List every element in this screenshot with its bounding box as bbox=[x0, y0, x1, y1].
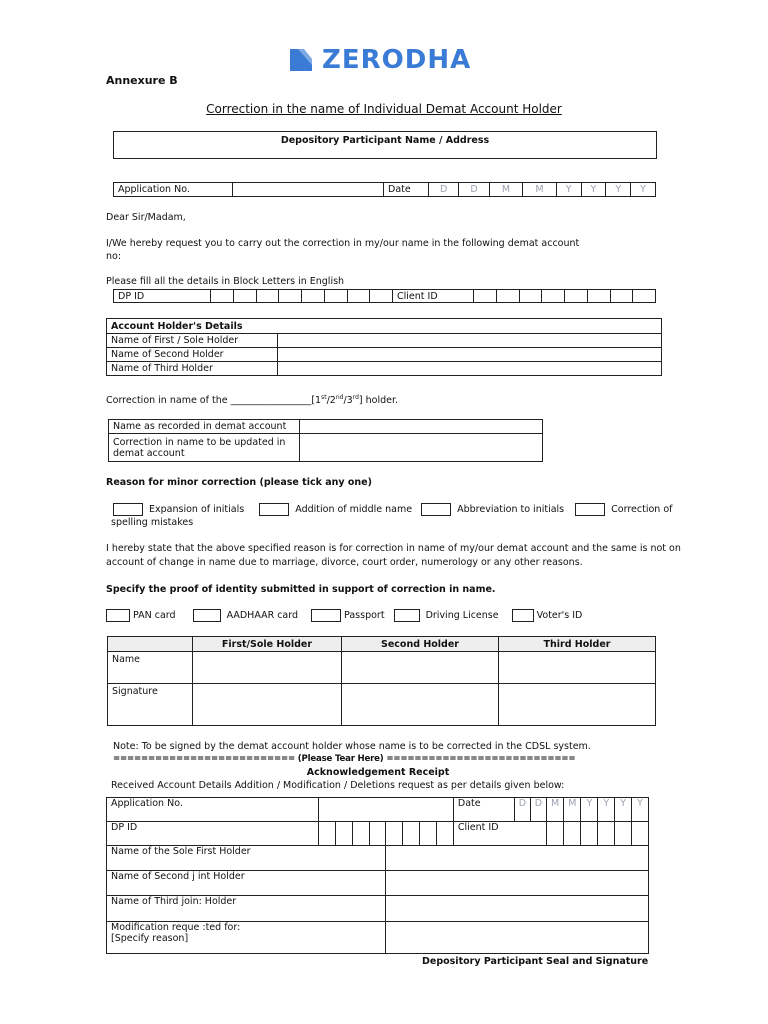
corrected-name-label-1: Correction in name to be updated in bbox=[113, 436, 286, 448]
ack-holder-field[interactable] bbox=[386, 871, 649, 896]
application-row bbox=[113, 182, 656, 197]
ack-holder-label: Name of Third join: Holder bbox=[107, 896, 386, 922]
correction-sep2: /3 bbox=[343, 395, 353, 407]
ack-client-id-box[interactable] bbox=[564, 822, 581, 846]
holder-field[interactable] bbox=[278, 362, 662, 376]
ack-client-id-box[interactable] bbox=[632, 822, 649, 846]
ack-date-digit[interactable]: D bbox=[514, 798, 530, 822]
ack-date-digit[interactable]: Y bbox=[615, 798, 632, 822]
sign-header: Third Holder bbox=[499, 637, 656, 652]
client-id-box[interactable] bbox=[633, 290, 656, 303]
fill-note: Please fill all the details in Block Letters in English bbox=[106, 276, 345, 287]
corrected-name-label-2: demat account bbox=[113, 447, 185, 459]
reason-label-cont: spelling mistakes bbox=[111, 517, 194, 528]
cdsl-note: Note: To be signed by the demat account holder whose name is to be corrected in the CDSL system. bbox=[113, 741, 591, 752]
dp-name-label: Depository Participant Name / Address bbox=[280, 135, 490, 146]
date-digit[interactable]: D bbox=[429, 183, 459, 197]
declaration-line2: account of change in name due to marriage, divorce, court order, numerology or any other reasons. bbox=[106, 557, 583, 568]
proof-label: Voter's ID bbox=[536, 610, 583, 621]
date-label: Date bbox=[384, 183, 429, 197]
date-digit[interactable]: Y bbox=[581, 183, 606, 197]
proof-label: Passport bbox=[344, 610, 385, 621]
ack-dp-id-box[interactable] bbox=[369, 822, 386, 846]
recorded-name-label: Name as recorded in demat account bbox=[109, 420, 300, 434]
brand-logo bbox=[288, 44, 471, 76]
sign-cell[interactable] bbox=[193, 684, 342, 726]
date-digit[interactable]: M bbox=[523, 183, 557, 197]
request-text: I/We hereby request you to carry out the correction in my/our name in the following demat account bbox=[106, 238, 580, 249]
ack-modification-label-1: Modification reque :ted for: bbox=[111, 922, 241, 933]
reason-label: Correction of bbox=[611, 504, 673, 515]
dp-id-row bbox=[113, 289, 656, 303]
reason-label: Addition of middle name bbox=[295, 504, 413, 515]
client-id-box[interactable] bbox=[587, 290, 610, 303]
date-digit[interactable]: M bbox=[489, 183, 523, 197]
date-digit[interactable]: Y bbox=[606, 183, 631, 197]
reason-checkbox[interactable] bbox=[575, 503, 605, 516]
dp-name-box[interactable] bbox=[113, 131, 657, 159]
proof-label: PAN card bbox=[133, 610, 176, 621]
application-no-label: Application No. bbox=[114, 183, 233, 197]
annexure-label: Annexure B bbox=[106, 74, 178, 87]
ack-dp-id-box[interactable] bbox=[403, 822, 420, 846]
correction-sep1: /2 bbox=[326, 395, 336, 407]
ack-dp-id-box[interactable] bbox=[437, 822, 454, 846]
ack-application-field[interactable] bbox=[318, 798, 453, 822]
sign-cell[interactable] bbox=[499, 652, 656, 684]
ack-subtitle: Received Account Details Addition / Modification / Deletions request as per details given below: bbox=[111, 780, 565, 791]
ack-dp-id-box[interactable] bbox=[386, 822, 403, 846]
holder-label: Name of First / Sole Holder bbox=[107, 334, 278, 348]
ack-holder-label: Name of the Sole First Holder bbox=[107, 846, 386, 871]
date-digit[interactable]: Y bbox=[556, 183, 581, 197]
sign-row-label: Signature bbox=[108, 684, 193, 726]
ack-holder-field[interactable] bbox=[386, 896, 649, 922]
reason-checkbox[interactable] bbox=[259, 503, 289, 516]
client-id-box[interactable] bbox=[565, 290, 588, 303]
proof-checkbox[interactable] bbox=[394, 609, 420, 622]
reason-options bbox=[113, 503, 673, 516]
client-id-box[interactable] bbox=[519, 290, 542, 303]
holder-field[interactable] bbox=[278, 348, 662, 362]
reason-label: Abbreviation to initials bbox=[457, 504, 565, 515]
proof-options bbox=[106, 609, 582, 622]
dp-id-box[interactable] bbox=[233, 290, 256, 303]
ack-date-digit[interactable]: Y bbox=[581, 798, 598, 822]
dp-id-box[interactable] bbox=[256, 290, 279, 303]
sign-cell[interactable] bbox=[342, 684, 499, 726]
ack-client-id-label: Client ID bbox=[453, 822, 546, 846]
proof-checkbox[interactable] bbox=[106, 609, 130, 622]
ack-modification-field[interactable] bbox=[386, 922, 649, 954]
zerodha-logo-icon bbox=[288, 47, 314, 73]
ack-dp-id-box[interactable] bbox=[420, 822, 437, 846]
holder-label: Name of Second Holder bbox=[107, 348, 278, 362]
holder-label: Name of Third Holder bbox=[107, 362, 278, 376]
proof-checkbox[interactable] bbox=[311, 609, 341, 622]
correction-nd: nd bbox=[335, 394, 344, 401]
signature-table bbox=[107, 636, 656, 726]
ack-modification-label-2: [Specify reason] bbox=[111, 933, 189, 944]
sign-cell[interactable] bbox=[193, 652, 342, 684]
sign-row-label: Name bbox=[108, 652, 193, 684]
tear-line: ========================== (Please Tear Here) =========================== bbox=[113, 754, 576, 764]
application-no-field[interactable] bbox=[233, 183, 384, 197]
request-text-cont: no: bbox=[106, 251, 122, 262]
recorded-name-field[interactable] bbox=[300, 420, 543, 434]
proof-checkbox[interactable] bbox=[512, 609, 534, 622]
correction-st: st bbox=[321, 394, 327, 401]
correction-rd: rd bbox=[352, 394, 359, 401]
sign-header: First/Sole Holder bbox=[193, 637, 342, 652]
corrected-name-field[interactable] bbox=[300, 434, 543, 462]
sign-table-corner bbox=[108, 637, 193, 652]
ack-dp-id-box[interactable] bbox=[318, 822, 335, 846]
client-id-box[interactable] bbox=[496, 290, 519, 303]
holders-heading: Account Holder's Details bbox=[107, 319, 662, 334]
name-correction-table bbox=[108, 419, 543, 462]
ack-holder-label: Name of Second j int Holder bbox=[107, 871, 386, 896]
dp-id-box[interactable] bbox=[370, 290, 393, 303]
date-digit[interactable]: D bbox=[459, 183, 489, 197]
ack-holder-field[interactable] bbox=[386, 846, 649, 871]
salutation: Dear Sir/Madam, bbox=[106, 212, 186, 223]
corrected-name-label bbox=[109, 434, 300, 462]
declaration-line1: I hereby state that the above specified reason is for correction in name of my/our demat account and the same is not on bbox=[106, 543, 681, 554]
dp-id-box[interactable] bbox=[324, 290, 347, 303]
ack-dp-id-box[interactable] bbox=[335, 822, 352, 846]
correction-suffix: ] holder. bbox=[358, 395, 399, 407]
reason-checkbox[interactable] bbox=[421, 503, 451, 516]
reason-heading: Reason for minor correction (please tick any one) bbox=[106, 477, 372, 488]
brand-name: ZERODHA bbox=[322, 45, 472, 75]
proof-checkbox[interactable] bbox=[193, 609, 221, 622]
ack-dp-id-label: DP ID bbox=[107, 822, 319, 846]
dp-id-box[interactable] bbox=[211, 290, 234, 303]
reason-label: Expansion of initials bbox=[149, 504, 245, 515]
account-holders-table bbox=[106, 318, 662, 376]
dp-id-box[interactable] bbox=[347, 290, 370, 303]
ack-title: Acknowledgement Receipt bbox=[306, 767, 450, 778]
ack-table bbox=[106, 797, 649, 954]
correction-line bbox=[106, 394, 398, 406]
proof-heading: Specify the proof of identity submitted in support of correction in name. bbox=[106, 584, 496, 595]
ack-client-id-box[interactable] bbox=[581, 822, 598, 846]
ack-dp-id-box[interactable] bbox=[352, 822, 369, 846]
client-id-box[interactable] bbox=[542, 290, 565, 303]
client-id-box[interactable] bbox=[474, 290, 497, 303]
ack-modification-label bbox=[107, 922, 386, 954]
sign-header: Second Holder bbox=[342, 637, 499, 652]
proof-label: Driving License bbox=[425, 610, 499, 621]
reason-checkbox[interactable] bbox=[113, 503, 143, 516]
ack-date-label: Date bbox=[453, 798, 514, 822]
holder-field[interactable] bbox=[278, 334, 662, 348]
client-id-box[interactable] bbox=[610, 290, 633, 303]
correction-prefix: Correction in name of the _________________[1 bbox=[106, 395, 322, 407]
ack-client-id-box[interactable] bbox=[598, 822, 615, 846]
sign-cell[interactable] bbox=[342, 652, 499, 684]
sign-cell[interactable] bbox=[499, 684, 656, 726]
dp-id-label: DP ID bbox=[114, 290, 211, 303]
ack-client-id-box[interactable] bbox=[546, 822, 563, 846]
ack-date-digit[interactable]: D bbox=[530, 798, 546, 822]
form-title: Correction in the name of Individual Demat Account Holder bbox=[206, 102, 562, 116]
ack-date-digit[interactable]: M bbox=[546, 798, 563, 822]
dp-seal-signature: Depository Participant Seal and Signature bbox=[422, 956, 649, 967]
date-digit[interactable]: Y bbox=[631, 183, 656, 197]
dp-id-box[interactable] bbox=[302, 290, 325, 303]
ack-application-label: Application No. bbox=[107, 798, 319, 822]
proof-label: AADHAAR card bbox=[226, 610, 299, 621]
ack-client-id-box[interactable] bbox=[615, 822, 632, 846]
ack-date-digit[interactable]: M bbox=[564, 798, 581, 822]
client-id-label: Client ID bbox=[393, 290, 474, 303]
dp-id-box[interactable] bbox=[279, 290, 302, 303]
ack-date-digit[interactable]: Y bbox=[632, 798, 649, 822]
ack-date-digit[interactable]: Y bbox=[598, 798, 615, 822]
